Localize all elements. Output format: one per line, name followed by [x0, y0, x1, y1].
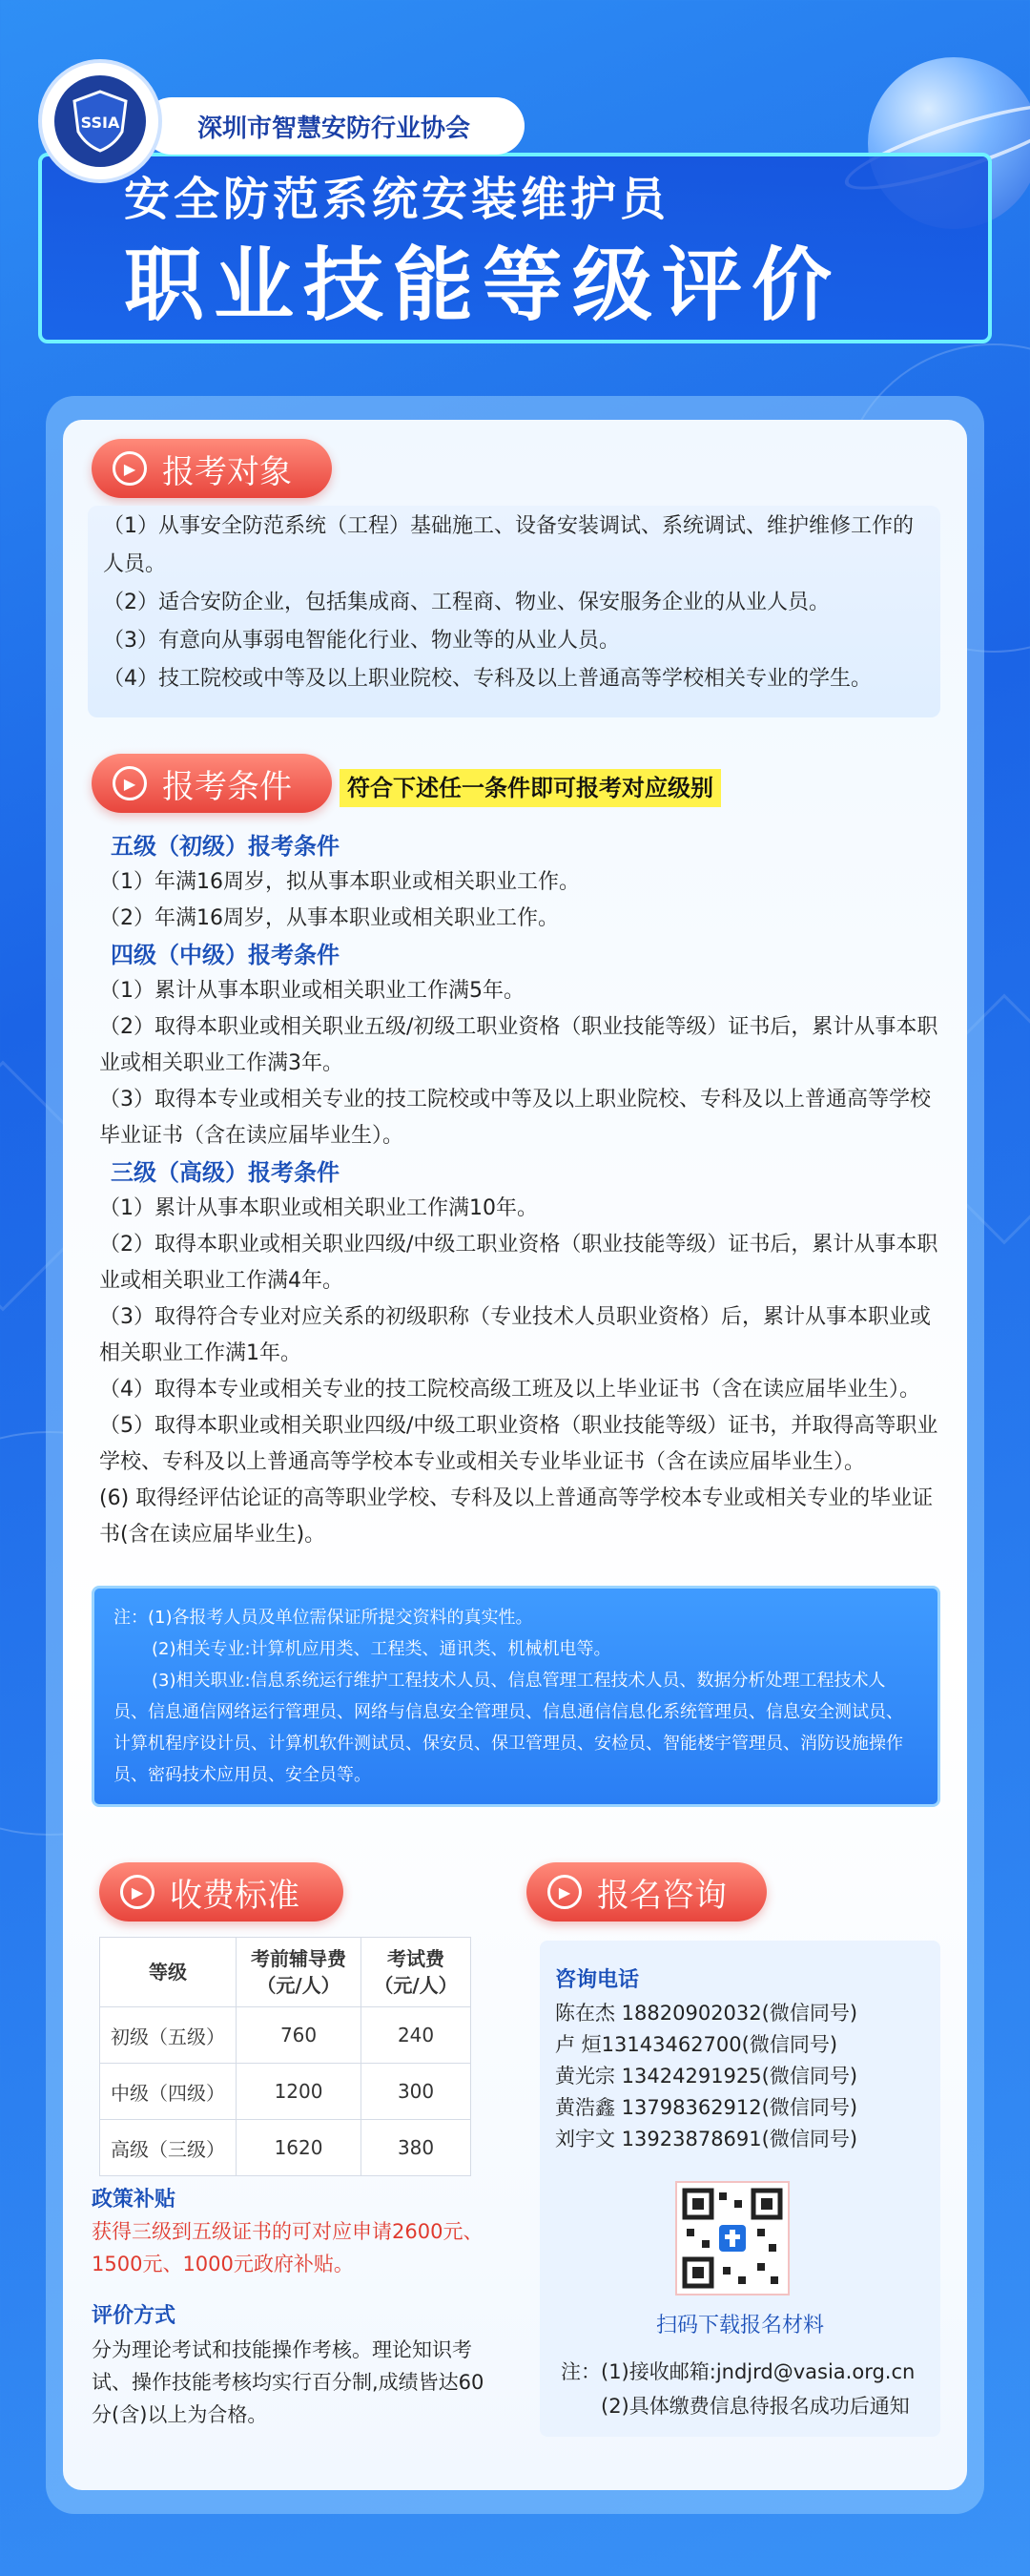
arrow-right-icon: ▶ [113, 451, 147, 486]
table-cell: 初级（五级） [100, 2007, 237, 2064]
level4-heading: 四级（中级）报考条件 [111, 942, 340, 968]
list-item: （1）累计从事本职业或相关职业工作满10年。 [99, 1196, 538, 1220]
note-line: 注：(1)接收邮箱:jndjrd@vasia.org.cn [561, 2360, 916, 2383]
arrow-right-icon: ▶ [120, 1875, 154, 1909]
contact-item: 刘宇文 13923878691(微信同号) [555, 2128, 858, 2150]
org-name: 深圳市智慧安防行业协会 [143, 97, 525, 155]
list-item: （2）适合安防企业，包括集成商、工程商、物业、保安服务企业的从业人员。 [103, 591, 830, 614]
table-cell: 380 [361, 2120, 471, 2176]
level3-heading: 三级（高级）报考条件 [111, 1159, 340, 1186]
section-conditions-button [92, 754, 332, 813]
table-header-row [100, 1938, 471, 2007]
list-item: (6) 取得经评估论证的高等职业学校、专科及以上普通高等学校本专业或相关专业的毕业证书(含在读应届毕业生)。 [99, 1486, 934, 1547]
section-eligibility-button [92, 439, 332, 498]
table-cell: 760 [237, 2007, 361, 2064]
eval-title: 评价方式 [92, 2304, 176, 2328]
page-title-line2: 职业技能等级评价 [124, 239, 842, 332]
section-consult-title: 报名咨询 [597, 1876, 727, 1915]
shield-icon [67, 88, 134, 155]
fee-table [99, 1937, 471, 2176]
logo-text: SSIA [80, 114, 120, 132]
table-cell: 中级（四级） [100, 2064, 237, 2120]
table-cell: 240 [361, 2007, 471, 2064]
table-row [100, 2120, 471, 2176]
list-item: （3）有意向从事弱电智能化行业、物业等的从业人员。 [103, 629, 620, 653]
note-line: (2)相关专业:计算机应用类、工程类、通讯类、机械机电等。 [152, 1639, 611, 1659]
notes-box [92, 1586, 940, 1807]
note-line: (2)具体缴费信息待报名成功后通知 [601, 2395, 910, 2418]
table-cell: 1620 [237, 2120, 361, 2176]
table-cell: 1200 [237, 2064, 361, 2120]
list-item: （2）取得本职业或相关职业五级/初级工职业资格（职业技能等级）证书后，累计从事本职业或相关职业工作满3年。 [99, 1015, 938, 1075]
table-cell: 高级（三级） [100, 2120, 237, 2176]
eval-text: 分为理论考试和技能操作考核。理论知识考试、操作技能考核均实行百分制,成绩皆达60分(含)以上为合格。 [92, 2338, 484, 2426]
qr-code[interactable] [675, 2181, 790, 2296]
page-title-line1: 安全防范系统安装维护员 [124, 173, 670, 226]
qr-code-icon [677, 2183, 788, 2294]
contact-item: 卢 烜13143462700(微信同号) [555, 2033, 838, 2056]
list-item: （5）取得本职业或相关职业四级/中级工职业资格（职业技能等级）证书，并取得高等职业学校、专科及以上普通高等学校本专业或相关专业毕业证书（含在读应届毕业生）。 [99, 1414, 938, 1474]
column-header: 等级 [100, 1938, 237, 2007]
contact-item: 黄浩鑫 13798362912(微信同号) [555, 2096, 858, 2119]
list-item: （4）取得本专业或相关专业的技工院校高级工班及以上毕业证书（含在读应届毕业生）。 [99, 1378, 921, 1402]
column-header: 考试费 （元/人） [361, 1938, 471, 2007]
phone-title: 咨询电话 [555, 1968, 640, 1992]
list-item: （1）累计从事本职业或相关职业工作满5年。 [99, 979, 525, 1003]
contact-list [555, 1998, 937, 2155]
column-header: 考前辅导费 （元/人） [237, 1938, 361, 2007]
qr-caption: 扫码下载报名材料 [655, 2314, 824, 2337]
table-cell: 300 [361, 2064, 471, 2120]
list-item: （3）取得本专业或相关专业的技工院校或中等及以上职业院校、专科及以上普通高等学校毕业证书（含在读应届毕业生）。 [99, 1088, 932, 1148]
contact-item: 陈在杰 18820902032(微信同号) [555, 2002, 858, 2025]
eligibility-list [103, 508, 925, 698]
consult-note [561, 2355, 942, 2423]
section-fees-title: 收费标准 [170, 1876, 299, 1915]
table-row [100, 2064, 471, 2120]
note-line: 注：(1)各报考人员及单位需保证所提交资料的真实性。 [113, 1608, 533, 1628]
section-eligibility-title: 报考对象 [162, 452, 292, 491]
list-item: （1）从事安全防范系统（工程）基础施工、设备安装调试、系统调试、维护维修工作的人员。 [103, 514, 914, 576]
conditions-highlight: 符合下述任一条件即可报考对应级别 [340, 769, 721, 807]
list-item: （2）取得本职业或相关职业四级/中级工职业资格（职业技能等级）证书后，累计从事本职业或相关职业工作满4年。 [99, 1233, 938, 1293]
table-row [100, 2007, 471, 2064]
list-item: （1）年满16周岁，拟从事本职业或相关职业工作。 [99, 870, 580, 894]
list-item: （4）技工院校或中等及以上职业院校、专科及以上普通高等学校相关专业的学生。 [103, 667, 872, 691]
subsidy-text: 获得三级到五级证书的可对应申请2600元、1500元、1000元政府补贴。 [92, 2220, 484, 2275]
section-consult-button [526, 1862, 767, 1922]
section-fees-button [99, 1862, 343, 1922]
level5-heading: 五级（初级）报考条件 [111, 833, 340, 860]
section-conditions-title: 报考条件 [162, 767, 292, 806]
note-line: (3)相关职业:信息系统运行维护工程技术人员、信息管理工程技术人员、数据分析处理工程技术人员、信息通信网络运行管理员、网络与信息安全管理员、信息通信信息化系统管理员、信息安全测试员、计算机程序设计员、计算机软件测试员、保安员、保卫管理员、安检员、智能楼宇管理员、消防设施操作员、密码技术应用员、安全员等。 [113, 1671, 903, 1785]
arrow-right-icon: ▶ [113, 766, 147, 800]
subsidy-title: 政策补贴 [92, 2188, 176, 2212]
list-item: （3）取得符合专业对应关系的初级职称（专业技术人员职业资格）后，累计从事本职业或相关职业工作满1年。 [99, 1305, 932, 1365]
arrow-right-icon: ▶ [547, 1875, 582, 1909]
list-item: （2）年满16周岁，从事本职业或相关职业工作。 [99, 906, 559, 930]
contact-item: 黄光宗 13424291925(微信同号) [555, 2065, 858, 2088]
conditions-list [99, 828, 938, 1553]
